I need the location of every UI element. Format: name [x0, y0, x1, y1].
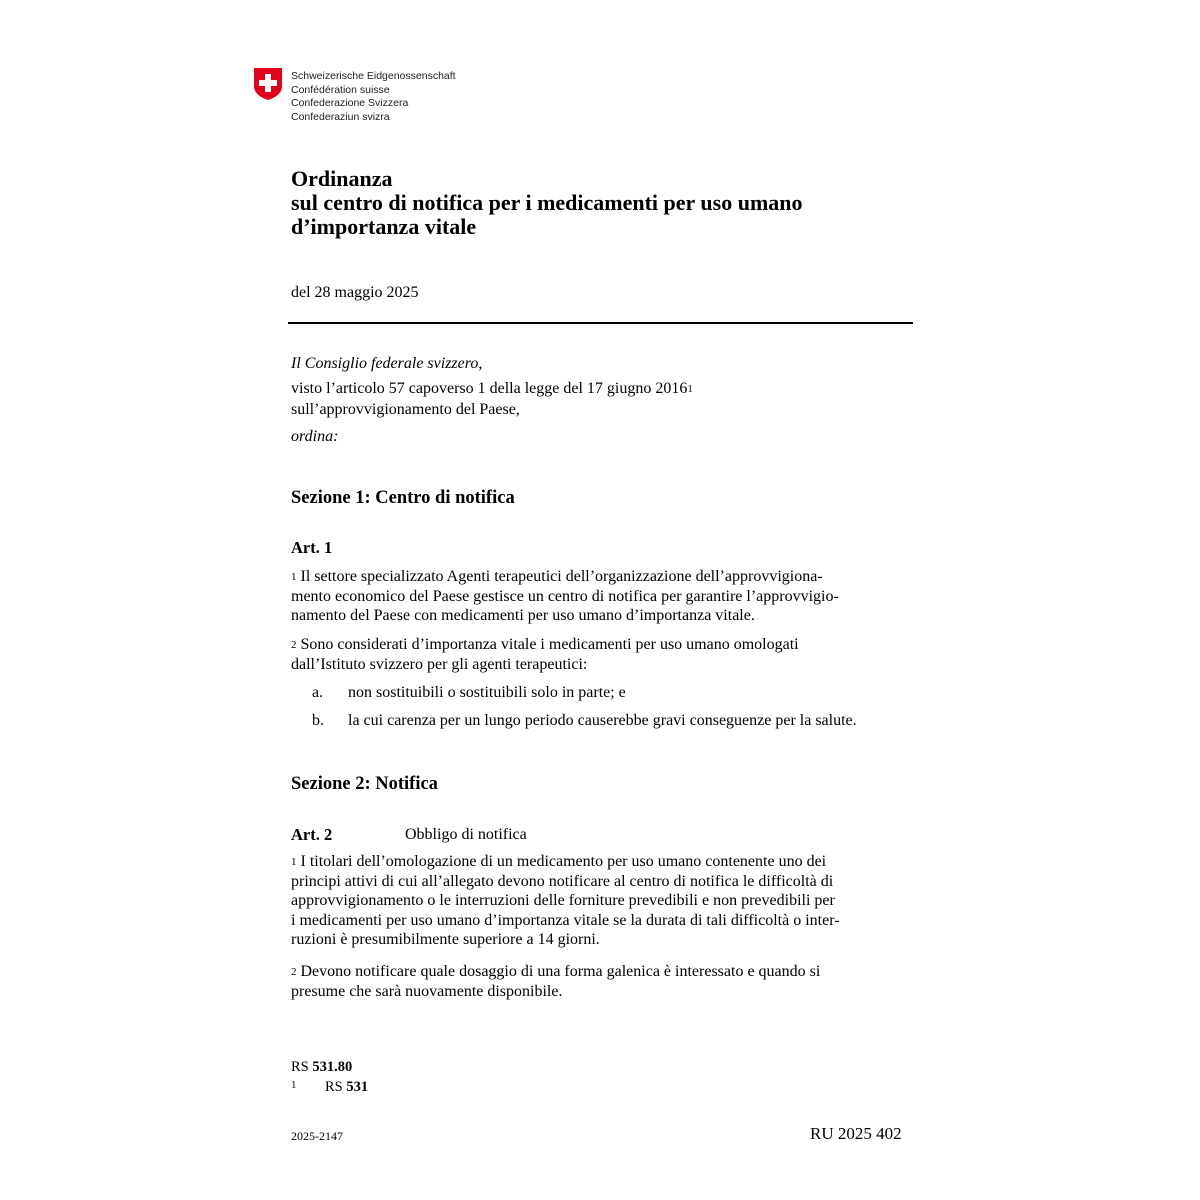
list-item-text-b: la cui carenza per un lungo periodo causerebbe gravi conseguenze per la salute.: [348, 712, 857, 729]
paragraph-line-text: Devono notificare quale dosaggio di una forma galenica è interessato e quando si: [300, 963, 821, 980]
paragraph-line: dall’Istituto svizzero per gli agenti terapeutici:: [291, 655, 588, 673]
footnote-1-number: 1: [291, 1079, 297, 1091]
paragraph-line: ruzioni è presumibilmente superiore a 14 giorni.: [291, 931, 600, 948]
paragraph-number: 2: [291, 639, 297, 651]
preamble-line-2: sull’approvvigionamento del Paese,: [291, 401, 520, 418]
document-id: 2025-2147: [291, 1129, 343, 1143]
list-item-letter-b: b.: [312, 712, 324, 729]
article-1-label: Art. 1: [291, 538, 333, 557]
article-1-paragraph-1: [291, 567, 908, 626]
paragraph-number: 1: [291, 856, 297, 868]
title-divider: [288, 322, 913, 324]
rs-number: 531.80: [312, 1059, 353, 1075]
footnote-prefix: RS: [325, 1079, 343, 1095]
title-line-2: sul centro di notifica per i medicamenti per uso umano: [291, 190, 803, 215]
official-reference: RU 2025 402: [810, 1124, 902, 1143]
title-line-3: d’importanza vitale: [291, 214, 477, 239]
confederation-name-fr: Confédération suisse: [291, 83, 390, 96]
ordinance-date: del 28 maggio 2025: [291, 284, 419, 301]
article-2-label: Art. 2: [291, 825, 333, 844]
paragraph-line: [291, 567, 908, 587]
rs-prefix: RS: [291, 1059, 309, 1075]
paragraph-line: presume che sarà nuovamente disponibile.: [291, 982, 563, 1000]
paragraph-line: [291, 635, 908, 655]
paragraph-line: namento del Paese con medicamenti per uso umano d’importanza vitale.: [291, 607, 755, 624]
article-1-paragraph-2: [291, 635, 908, 674]
footnote-number: 531: [346, 1079, 369, 1095]
footnote-ref-1[interactable]: 1: [687, 383, 693, 395]
section-1-heading: Sezione 1: Centro di notifica: [291, 488, 515, 508]
paragraph-line-text: Il settore specializzato Agenti terapeutici dell’organizzazione dell’approvvigiona-: [300, 568, 823, 585]
article-2-paragraph-1: [291, 852, 908, 950]
paragraph-line: [291, 962, 908, 982]
preamble-ordains: ordina:: [291, 428, 339, 445]
preamble-line-1: [291, 379, 693, 398]
article-2-paragraph-2: [291, 962, 908, 1001]
confederation-name-de: Schweizerische Eidgenossenschaft: [291, 70, 456, 82]
article-2-subject: Obbligo di notifica: [405, 826, 527, 843]
confederation-name-rm: Confederaziun svizra: [291, 110, 390, 123]
confederation-name-it: Confederazione Svizzera: [291, 97, 409, 109]
paragraph-number: 1: [291, 571, 297, 583]
preamble-line-1-text: visto l’articolo 57 capoverso 1 della legge del 17 giugno 2016: [291, 380, 688, 397]
paragraph-line: principi attivi di cui all’allegato devono notificare al centro di notifica le difficoltà di: [291, 872, 834, 890]
paragraph-line-text: Sono considerati d’importanza vitale i medicamenti per uso umano omologati: [300, 636, 799, 653]
paragraph-line: mento economico del Paese gestisce un centro di notifica per garantire l’approvvigio-: [291, 587, 839, 605]
list-item-letter-a: a.: [312, 684, 324, 701]
title-line-1: Ordinanza: [291, 166, 393, 191]
paragraph-line-text: I titolari dell’omologazione di un medicamento per uso umano contenente uno dei: [300, 853, 827, 870]
paragraph-line: [291, 852, 908, 872]
list-item-text-a: non sostituibili o sostituibili solo in parte; e: [348, 684, 626, 701]
paragraph-line: i medicamenti per uso umano d’importanza vitale se la durata di tali difficoltà o inter-: [291, 911, 840, 929]
rs-reference: [291, 1059, 352, 1076]
swiss-cross-logo-icon: [254, 68, 282, 100]
section-2-heading: Sezione 2: Notifica: [291, 774, 438, 794]
paragraph-number: 2: [291, 966, 297, 978]
footnote-1-text: [325, 1079, 368, 1096]
preamble-authority: Il Consiglio federale svizzero,: [291, 355, 483, 372]
paragraph-line: approvvigionamento o le interruzioni delle forniture prevedibili e non prevedibili per: [291, 892, 835, 909]
